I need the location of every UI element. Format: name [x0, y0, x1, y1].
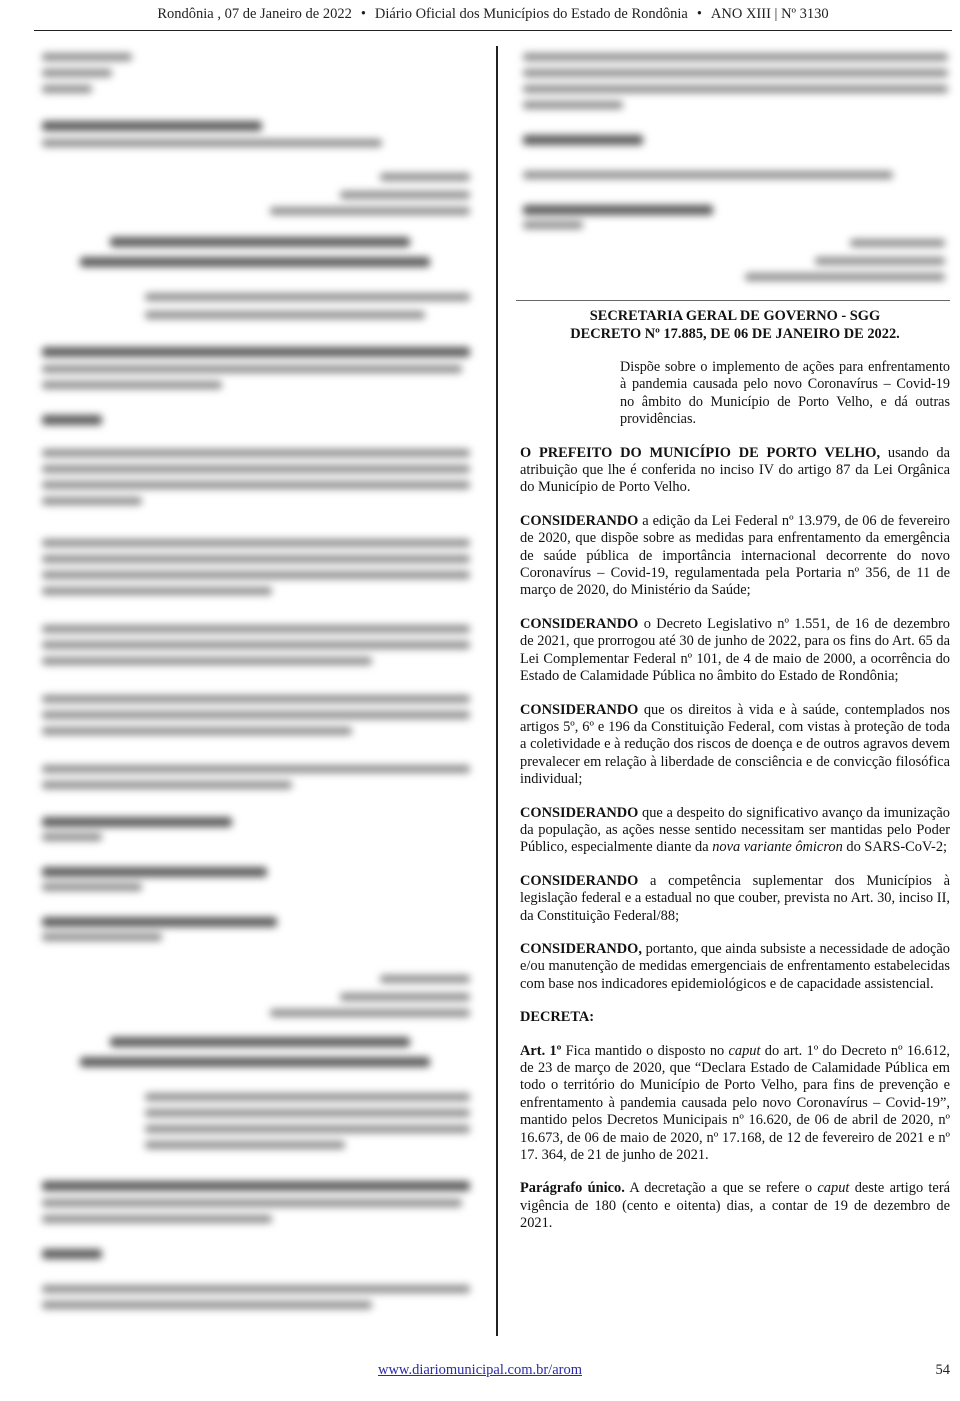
caput-term: caput [817, 1180, 850, 1197]
preamble-text: usando da atribuição que lhe é conferida no inciso IV do artigo 87 da Lei Orgânica do Município de Porto Velho. [520, 444, 951, 496]
considerando-text: o Decreto Legislativo nº 1.551, de 16 de dezembro de 2021, que prorrogou até 30 de junho de 2022, para os fins do Art. 65 da Lei Complementar Federal nº 101, de 4 de maio de 2000, a ocorrência do Estado de Calamidade Pública no âmbito do Estado de Rondônia; [520, 615, 950, 685]
footer-url-link[interactable]: www.diariomunicipal.com.br/arom [377, 1362, 583, 1378]
decree-number: DECRETO Nº 17.885, DE 06 DE JANEIRO DE 2022. [570, 326, 900, 342]
column-divider [496, 46, 498, 1336]
considerando-1 [520, 513, 950, 600]
considerando-text: que os direitos à vida e à saúde, contemplados nos artigos 5º, 6º e 196 da Constituição Federal, com vistas à proteção de toda a coletividade e à redução dos riscos de doença e de outros agravos devem prevalecer em relação à liberdade de consciência e de convicção filosófica individual; [520, 701, 950, 788]
header-separator: • [360, 6, 366, 22]
considerando-text: portanto, que ainda subsiste a necessidade de adoção e/ou manutenção de medidas emergenciais de enfrentamento estabelecidas com base nos indicadores epidemiológicos e de capacidade assistencial. [520, 940, 950, 992]
section-rule [516, 300, 950, 301]
article-text: Fica mantido o disposto no [561, 1042, 729, 1059]
blurred-left-column [40, 45, 476, 1335]
article-text-end: do art. 1º do Decreto nº 16.612, de 23 de março de 2020, que “Declara Estado de Calamidade Pública em todo o território do Município de Porto Velho, para fins de prevenção e enfrentamento à pandemia causada pelo novo Coronavírus – Covid-19”, mantido pelos Decretos Municipais nº 16.620, de 06 de abril de 2020, nº 16.673, de 06 de maio de 2020, nº 17.168, de 12 de fevereiro de 2021 e nº 17. 364, de 21 de junho de 2021. [520, 1042, 950, 1164]
preamble-lead: O PREFEITO DO MUNICÍPIO DE PORTO VELHO, [520, 444, 881, 461]
considerando-label: CONSIDERANDO, [520, 940, 642, 957]
considerando-label: CONSIDERANDO [520, 615, 639, 632]
considerando-label: CONSIDERANDO [520, 512, 639, 529]
considerando-text: a competência suplementar dos Municípios à legislação federal e a estadual no que couber, prevista no Art. 30, inciso II, da Constituição Federal/88; [520, 872, 950, 924]
decree-preamble [520, 445, 950, 497]
paragraph-text: A decretação a que se refere o [624, 1180, 818, 1197]
paragraph-text-end: deste artigo terá vigência de 180 (cento e oitenta) dias, a contar de 19 de dezembro de 2021. [520, 1180, 951, 1232]
considerando-3 [520, 702, 950, 789]
article-label: Art. 1º [520, 1042, 562, 1059]
page-header [34, 0, 952, 31]
page-number: 54 [935, 1362, 950, 1378]
considerando-4 [520, 805, 950, 857]
decreta-heading: DECRETA: [520, 1009, 595, 1026]
decree-summary: Dispõe sobre o implemento de ações para enfrentamento à pandemia causada pelo novo Coronavírus – Covid-19 no âmbito do Município de Porto Velho, e dá outras providências. [620, 359, 950, 428]
caput-term: caput [728, 1042, 761, 1059]
considerando-text: que a despeito do significativo avanço da imunização da população, as ações nesse sentido necessitam ser mantidas pelo Poder Público, especialmente diante da [520, 804, 950, 856]
header-place-date: Rondônia , 07 de Janeiro de 2022 [157, 6, 352, 22]
decree-section [520, 307, 950, 1233]
paragraph-label: Parágrafo único. [520, 1180, 625, 1197]
article-1 [520, 1043, 950, 1165]
header-edition: ANO XIII | Nº 3130 [710, 6, 829, 22]
page-footer [0, 1358, 960, 1382]
considerando-text: a edição da Lei Federal nº 13.979, de 06 de fevereiro de 2020, que dispõe sobre as medidas para enfrentamento da emergência de saúde pública de importância internacional decorrente do novo Coronavírus – Covid-19, regulamentada pela Portaria nº 356, de 11 de março de 2020, do Ministério da Saúde; [520, 512, 950, 599]
considerando-text-end: do SARS-CoV-2; [842, 839, 948, 856]
variant-term: nova variante ômicron [712, 839, 843, 856]
paragrafo-unico [520, 1180, 950, 1232]
header-separator: • [696, 6, 702, 22]
considerando-label: CONSIDERANDO [520, 872, 639, 889]
considerando-5 [520, 873, 950, 925]
considerando-label: CONSIDERANDO [520, 804, 639, 821]
blurred-right-top [515, 45, 950, 285]
considerando-6 [520, 941, 950, 993]
considerando-label: CONSIDERANDO [520, 701, 639, 718]
header-journal-name: Diário Oficial dos Municípios do Estado de Rondônia [374, 6, 688, 22]
considerando-2 [520, 616, 950, 686]
decree-org: SECRETARIA GERAL DE GOVERNO - SGG [589, 308, 881, 324]
